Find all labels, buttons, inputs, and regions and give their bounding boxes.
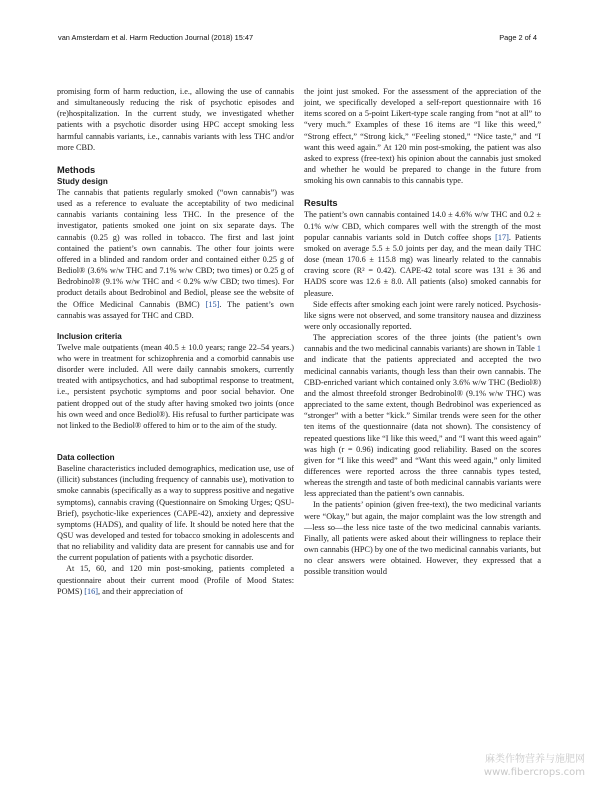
study-design-text-end: . The patient’s own cannabis was assayed for THC and CBD. [57, 299, 294, 320]
inclusion-heading: Inclusion criteria [57, 331, 122, 341]
data-collection-paragraph: Baseline characteristics included demographics, medication use, use of (illicit) substances (including frequency of cannabis use), motivation to smoke cannabis (specifically as a way to suppress positive and negative symptoms), cannabis craving (Questionnaire on Smoking Urges; QSU-Brief), psychotic-like experiences (CAPE-42), anxiety and depressive symptoms (HADS), and quality of life. It should be noted here that the QSU was developed and tested for tobacco smoking in adolescents and that no reliability and validity data are present for cannabis use and for the current population of patients with a psychotic disorder. [57, 464, 294, 563]
left-column [57, 86, 294, 597]
inclusion-paragraph: Twelve male outpatients (mean 40.5 ± 10.0 years; range 22–54 years.) who were in treatment for schizophrenia and a comorbid cannabis use disorder were included. All were daily cannabis smokers, currently treated with antipsychotics, and had suboptimal response to treatment, i.e., persistent psychotic symptoms and poor social behavior. One patient dropped out of the study after having smoked two joints (once his own weed and once Bediol®). His refusal to further participate was not linked to the Bediol® offered to him or to the aim of the study. [57, 342, 294, 430]
right-column [304, 86, 541, 578]
results-text-end: . Patients smoked on average 5.5 ± 5.0 joints per day, and the mean daily THC dose (mean 170.6 ± 115.8 mg) was linearly related to the cannabis craving score (R² = 0.42). CAPE-42 total score was 131 ± 36 and HADS score was 12.6 ± 8.0. All patients (also) smoked cannabis for pleasure. [304, 232, 541, 298]
appreciation-text: The appreciation scores of the three joints (the patient’s own cannabis and the two medicinal cannabis variants) are shown in Table [304, 333, 541, 354]
watermark-title: 麻类作物营养与施肥网 [485, 754, 585, 765]
results-text: The patient’s own cannabis contained 14.0 ± 4.6% w/w THC and 0.2 ± 0.1% w/w CBD, which compares well with the strength of the most popular cannabis variants sold in Dutch coffee shops [304, 210, 541, 242]
watermark [484, 753, 585, 779]
continuation-paragraph: the joint just smoked. For the assessment of the appreciation of the joint, we specifically developed a self-report questionnaire with 16 items scored on a 5-point Likert-type scale ranging from “not at all” to “very much.” Examples of these 16 items are “I like this weed,” “Strong effect,” “Strong kick,” “Feeling stoned,” “Nice taste,” and “I want this weed again.” At 120 min post-smoking, the patient was also asked to express (free-text) his opinion about the cannabis just smoked and whether he would be prepared to change in the future from smoking his own cannabis to this cannabis type. [304, 87, 541, 186]
methods-heading: Methods [57, 164, 96, 175]
citation-link[interactable]: [16] [84, 586, 99, 596]
study-design-text: The cannabis that patients regularly smoked (“own cannabis”) was used as a reference to evaluate the acceptability of two medicinal cannabis variants containing less THC. In the presence of the investigator, patients smoked one joint on six separate days. The cannabis (0.25 g) was rolled in tobacco. The first and last joint contained the patient’s own cannabis. The other four joints were offered in a blinded and random order and contained either 0.25 g of Bediol® (3.6% w/w THC and 7.1% w/w CBD; two times) or 0.25 g of Bedrobinol® (9.1% w/w THC and < 0.2% w/w CBD; two times). For product details about Bedrobinol and Bediol, please see the website of the Office Medicinal Cannabis (BMC) [57, 187, 294, 309]
table-link[interactable]: 1 [536, 344, 541, 354]
results-heading: Results [304, 198, 338, 209]
data-collection-text-end: , and their appreciation of [98, 586, 184, 596]
side-effects-paragraph: Side effects after smoking each joint were rarely noticed. Psychosis-like signs were not observed, and some transitory nausea and dizziness were only occasionally reported. [304, 299, 541, 331]
watermark-url: www.fibercrops.com [483, 767, 585, 778]
opinion-paragraph: In the patients’ opinion (given free-text), the two medicinal variants were “Okay,” but again, the major complaint was the low strength and—less so—the less nice taste of the two medicinal cannabis variants. Finally, all patients were asked about their willingness to replace their own cannabis (HPC) by one of the two medicinal cannabis variants, but no clear answers were obtained. However, they expressed that a possible transition would [304, 500, 541, 577]
page-number: Page 2 of 4 [499, 33, 537, 42]
citation-link[interactable]: [15] [205, 299, 220, 309]
data-collection-heading: Data collection [57, 453, 115, 463]
study-design-heading: Study design [57, 176, 108, 186]
page-header [58, 33, 537, 45]
citation-link[interactable]: [17] [495, 232, 509, 242]
intro-paragraph: promising form of harm reduction, i.e., allowing the use of cannabis and simultaneously reducing the risk of psychotic episodes and (re)hospitalization. In the current study, we investigated whether patients with a psychotic disorder using HPC accept smoking less harmful cannabis variants, i.e., cannabis variants with less THC and/or more CBD. [57, 87, 294, 152]
data-collection-text: At 15, 60, and 120 min post-smoking, patients completed a questionnaire about their current mood (Profile of Mood States: POMS) [57, 564, 294, 596]
appreciation-text-end: and indicate that the patients appreciated and accepted the two medicinal cannabis variants, though less than their own cannabis. The CBD-enriched variant which contained only 3.6% w/w THC (Bediol®) and the almost threefold stronger Bedrobinol® (9.1% w/w THC) was appreciated to the same extent, though Bedrobinol was experienced as “stronger” with a better “kick.” Similar trends were seen for the other ten items of the questionnaire (data not shown). The consistency of repeated questions like “I like this weed,” and “I want this weed again” was high (r = 0.96) indicating good reliability. Based on the scores given for “I like this weed” and “Want this weed again,” only limited differences were reported across the three cannabis types tested, whereas the strength and taste of both medicinal cannabis variants were less appreciated than the patient’s own cannabis. [304, 355, 541, 499]
results-paragraph [304, 209, 541, 298]
study-design-paragraph [57, 187, 294, 321]
data-collection-paragraph-2 [57, 563, 294, 596]
appreciation-paragraph [304, 332, 541, 499]
running-head: van Amsterdam et al. Harm Reduction Journal (2018) 15:47 [58, 33, 254, 42]
